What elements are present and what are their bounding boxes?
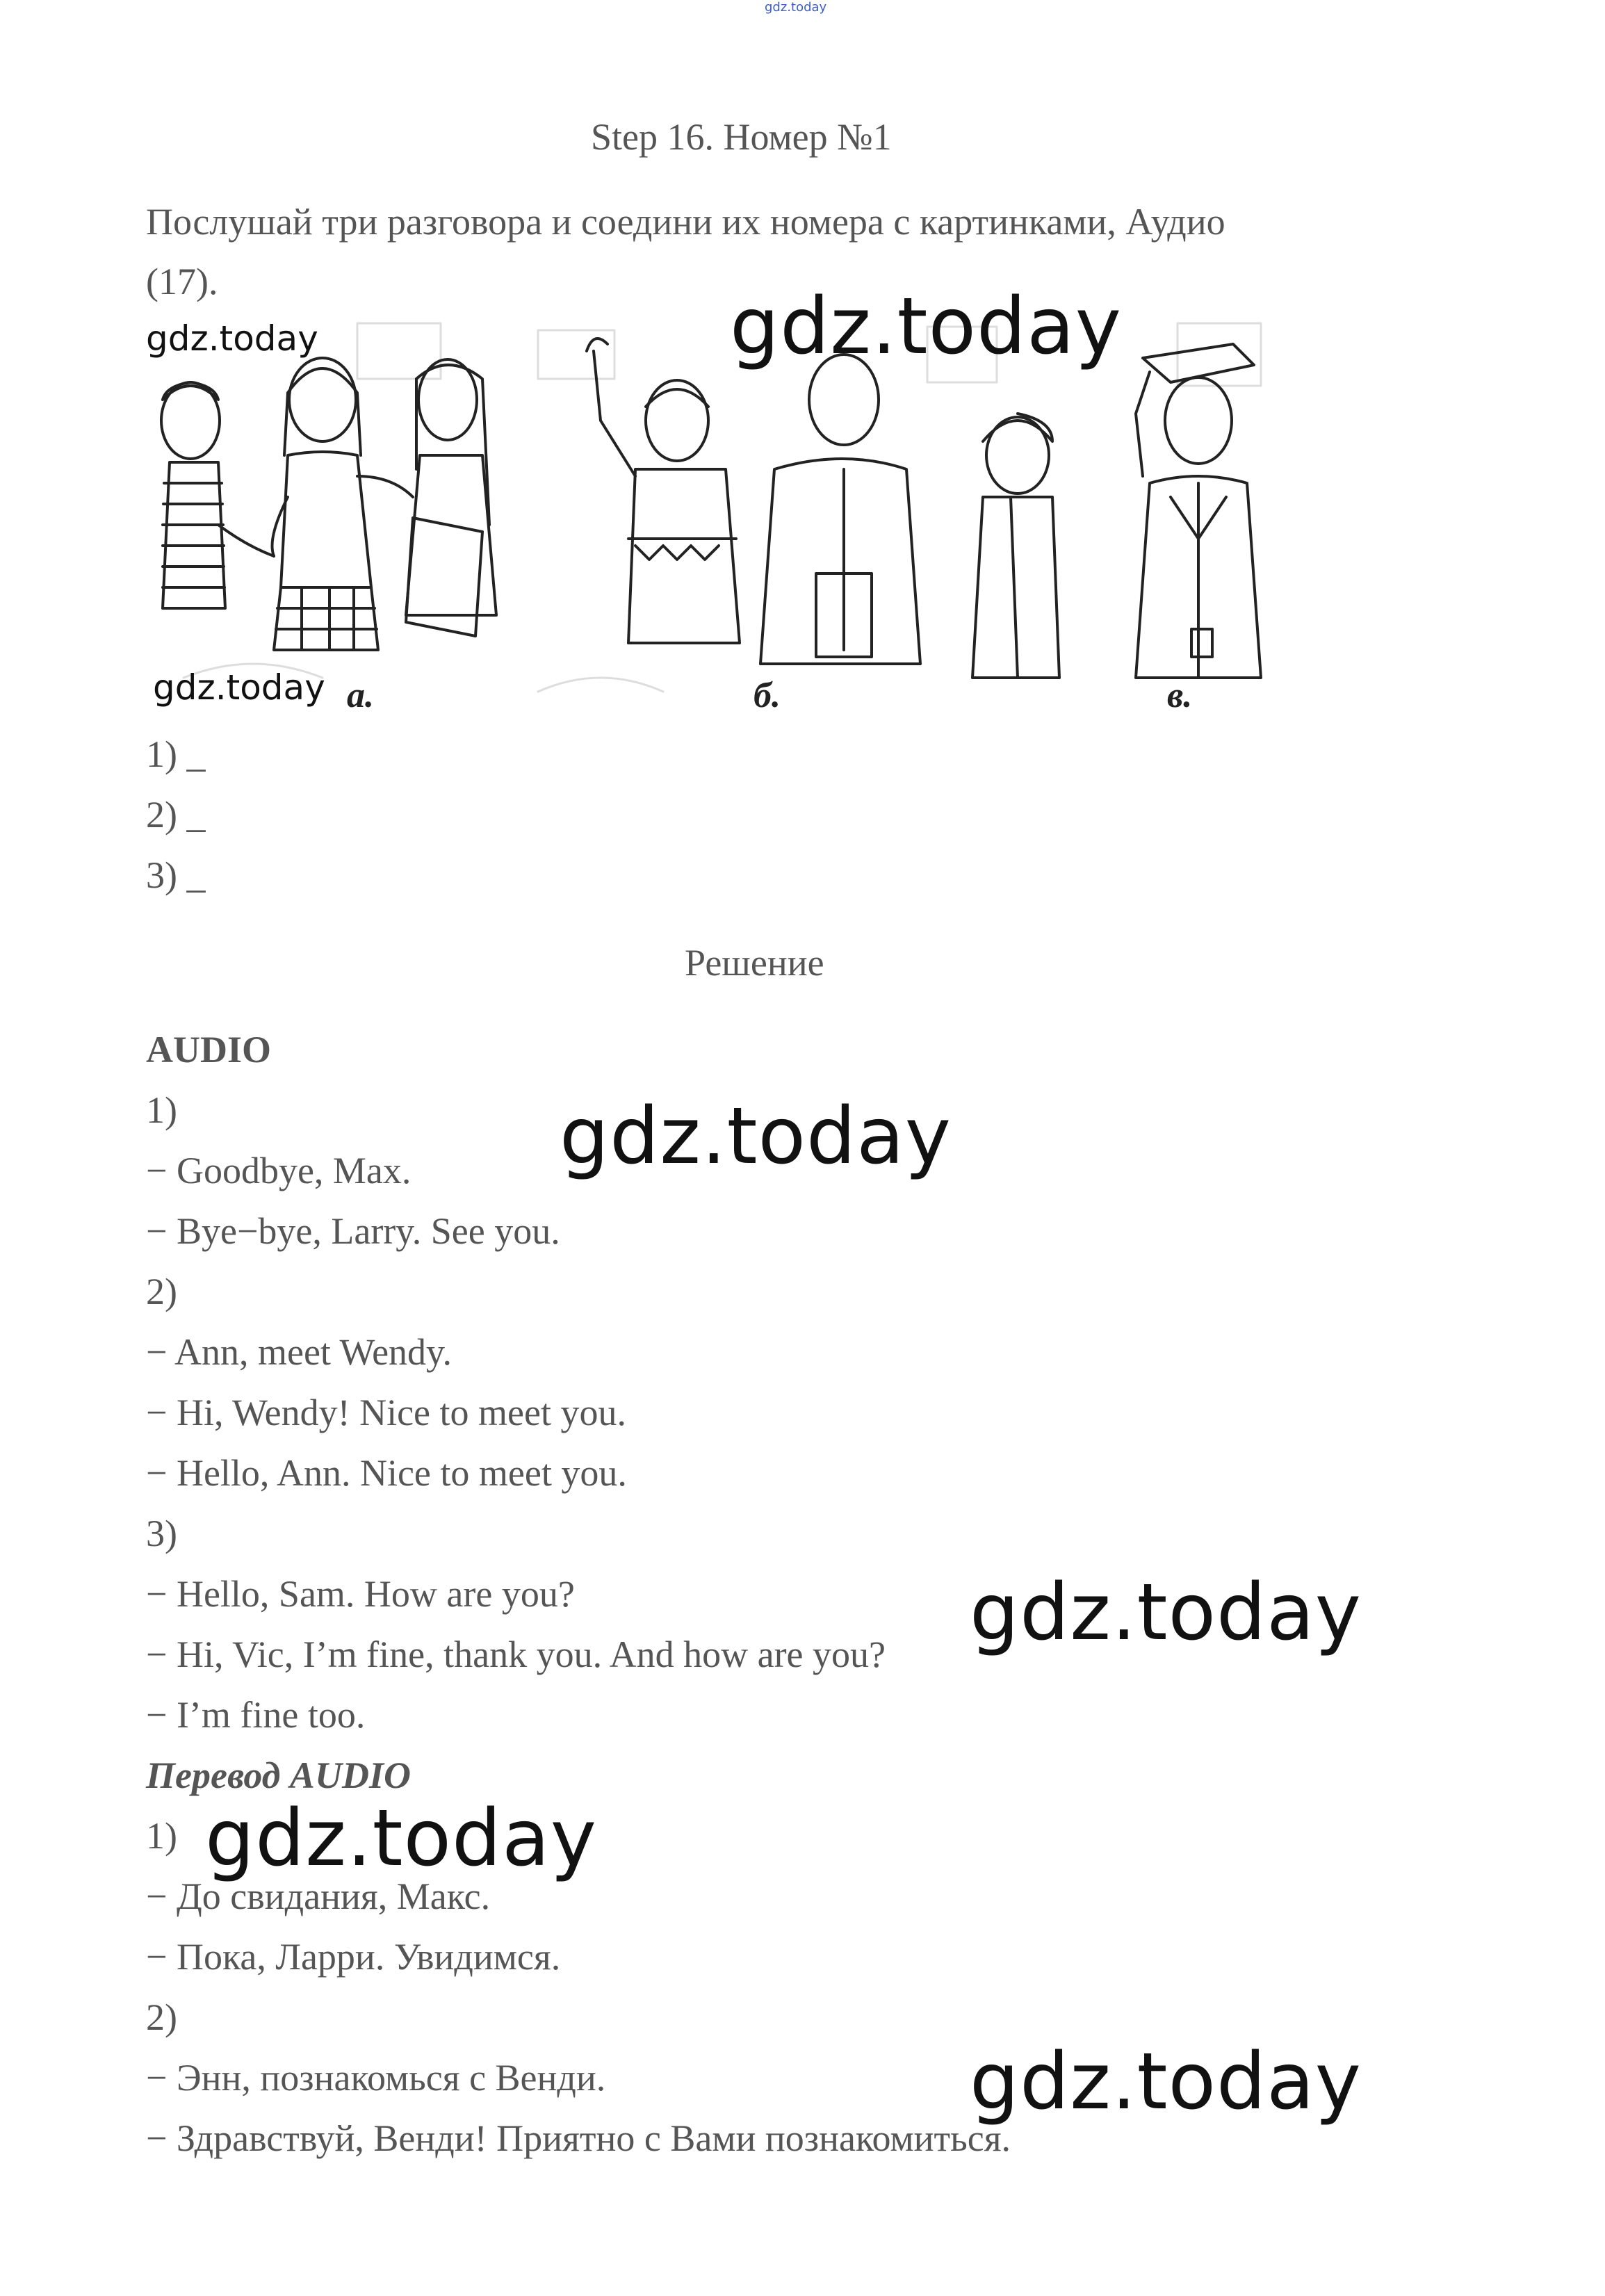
audio-line: − Hello, Sam. How are you? <box>146 1573 575 1615</box>
translation-line: − До свидания, Макс. <box>146 1875 491 1917</box>
audio-line: − Goodbye, Max. <box>146 1150 412 1191</box>
watermark: gdz.today <box>146 318 318 359</box>
translation-heading: Перевод AUDIO <box>146 1754 411 1796</box>
audio-line: 1) <box>146 1089 177 1131</box>
translation-line: 1) <box>146 1815 177 1857</box>
audio-line: − Hi, Wendy! Nice to meet you. <box>146 1392 626 1433</box>
figure-group-a <box>161 358 496 650</box>
answer-blank-2: 2) _ <box>146 794 206 836</box>
translation-line: − Пока, Ларри. Увидимся. <box>146 1936 561 1978</box>
page-title: Step 16. Номер №1 <box>591 116 892 158</box>
watermark: gdz.today <box>970 2037 1362 2127</box>
audio-line: − Hi, Vic, I’m fine, thank you. And how are you? <box>146 1634 886 1675</box>
instruction-line-1: Послушай три разговора и соедини их номера с картинками, Аудио <box>146 201 1225 243</box>
label-a: a. <box>347 676 374 714</box>
solution-heading: Решение <box>685 942 824 984</box>
translation-line: − Здравствуй, Венди! Приятно с Вами познакомиться. <box>146 2117 1011 2159</box>
audio-line: 2) <box>146 1271 177 1312</box>
audio-line: − Bye−bye, Larry. See you. <box>146 1210 560 1252</box>
watermark: gdz.today <box>205 1793 598 1884</box>
audio-line: − I’m fine too. <box>146 1694 366 1736</box>
watermark-top: gdz.today <box>765 0 827 15</box>
label-c: в. <box>1167 676 1193 714</box>
audio-heading: AUDIO <box>146 1029 272 1070</box>
figure-group-b <box>587 339 920 664</box>
audio-line: − Ann, meet Wendy. <box>146 1331 453 1373</box>
figure-group-c <box>972 344 1261 678</box>
watermark: gdz.today <box>153 667 325 708</box>
translation-line: 2) <box>146 1996 177 2038</box>
translation-line: − Энн, познакомься с Венди. <box>146 2057 606 2099</box>
watermark: gdz.today <box>560 1091 952 1182</box>
audio-line: − Hello, Ann. Nice to meet you. <box>146 1452 627 1494</box>
audio-line: 3) <box>146 1513 177 1554</box>
answer-blank-1: 1) _ <box>146 733 206 775</box>
answer-blank-3: 3) _ <box>146 854 206 896</box>
instruction-line-2: (17). <box>146 261 218 302</box>
label-b: б. <box>753 676 781 714</box>
conversation-illustration <box>149 316 1344 714</box>
watermark: gdz.today <box>730 282 1123 372</box>
watermark: gdz.today <box>970 1568 1362 1658</box>
